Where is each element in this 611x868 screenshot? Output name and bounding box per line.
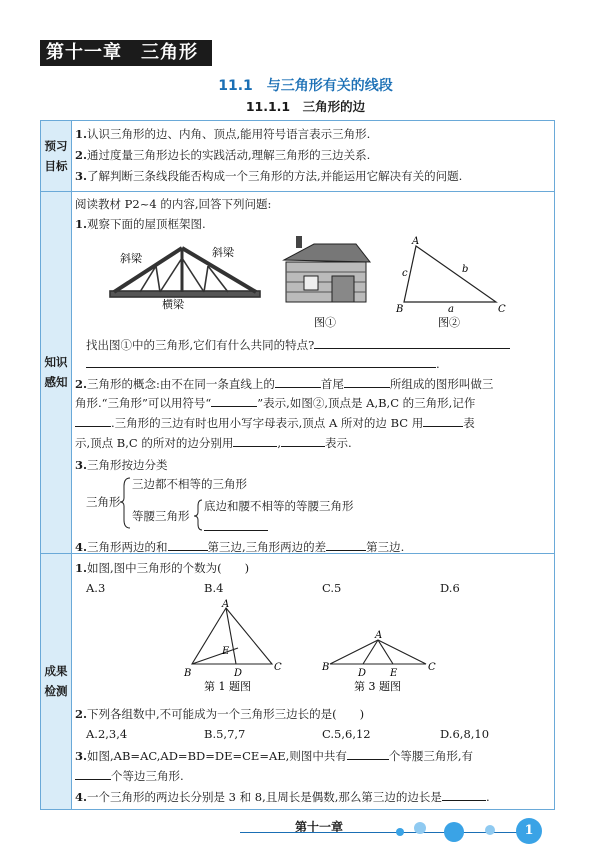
footer-chapter: 第十一章 [295,820,344,834]
result-question-3-line-1: 3.如图,AB=AC,AD=BD=DE=CE=AE,则图中共有 个等腰三角形,有 [75,749,473,763]
fig3-vertex-a: A [375,630,383,641]
question-3: 3.三角形按边分类 [75,458,168,472]
vertex-c: C [498,304,506,315]
fig3-vertex-c: C [428,662,436,673]
classify-root: 三角形 [86,495,121,509]
result-q1-option-c: C.5 [322,581,342,595]
figure-q1-caption: 第 1 题图 [204,680,251,693]
vertex-b: B [396,304,404,315]
section-title: 11.1 与三角形有关的线段 [218,78,393,94]
question-1-answer-line: . [86,355,440,371]
figure-q1 [192,608,272,664]
figure-q3 [330,640,426,664]
result-question-3-line-2: 个等边三角形. [75,767,184,784]
side-label-knowledge: 知识 感知 [41,191,71,553]
classify-leaf-1: 底边和腰不相等的等腰三角形 [204,499,354,513]
fig1-vertex-a: A [222,599,230,610]
classify-branch-1: 三边都不相等的三角形 [132,477,247,491]
question-2-line-2: 角形.“三角形”可以用符号“ ”表示,如图②,顶点是 A,B,C 的三角形,记作 [75,396,476,410]
figure-q3-caption: 第 3 题图 [354,680,401,693]
results-figures [180,598,460,696]
result-q1-option-a: A.3 [86,581,106,595]
truss-label-left: 斜梁 [120,252,142,265]
goal-3: 3.了解判断三条线段能否构成一个三角形的方法,并能运用它解决有关的问题. [75,169,463,183]
question-2-line-3: .三角形的三边有时也用小写字母表示,顶点 A 所对的边 BC 用 表 [75,414,475,431]
triangle-abc-figure [404,246,496,302]
goal-2: 2.通过度量三角形边长的实践活动,理解三角形的三边关系. [75,148,371,162]
result-q2-option-d: D.6,8,10 [440,727,490,741]
classify-branch-2: 等腰三角形 [132,509,190,523]
figure-2-caption: 图② [438,316,460,329]
chapter-title: 第十一章 三角形 [40,40,212,66]
side-c: c [402,268,408,279]
question-1-find: 找出图①中的三角形,它们有什么共同的特点? [86,336,510,353]
page-number: 1 [516,818,542,844]
fig1-vertex-d: D [234,668,243,679]
house-illustration [284,236,370,302]
truss-label-right: 斜梁 [212,246,234,259]
side-label-preview: 预习 目标 [41,121,71,191]
fig1-vertex-e: E [222,646,230,657]
side-b: b [462,264,469,275]
result-question-4: 4.一个三角形的两边长分别是 3 和 8,且周长是偶数,那么第三边的边长是 . [75,790,490,804]
side-label-results: 成果 检测 [41,553,71,809]
classify-leaf-2-blank [204,518,268,534]
figure-1-caption: 图① [314,316,336,329]
result-q1-option-d: D.6 [440,581,460,595]
fig1-vertex-c: C [274,662,282,673]
fig3-vertex-d: D [358,668,367,679]
result-q2-option-a: A.2,3,4 [86,727,128,741]
side-a: a [448,304,454,315]
result-question-2: 2.下列各组数中,不可能成为一个三角形三边长的是( ) [75,707,365,721]
figures-row [100,236,520,330]
goal-1: 1.认识三角形的边、内角、顶点,能用符号语言表示三角形. [75,127,371,141]
footer-decoration [380,816,520,846]
question-1: 1.观察下面的屋顶框架图. [75,217,206,231]
result-q2-option-c: C.5,6,12 [322,727,371,741]
fig1-vertex-b: B [184,668,192,679]
subsection-title: 11.1.1 三角形的边 [245,99,366,114]
result-question-1: 1.如图,图中三角形的个数为( ) [75,561,250,575]
fig3-vertex-e: E [390,668,398,679]
question-4: 4.三角形两边的和 第三边,三角形两边的差 第三边. [75,540,405,554]
truss-label-bottom: 横梁 [162,298,184,311]
reading-intro: 阅读教材 P2~4 的内容,回答下列问题: [75,197,272,211]
question-2-line-4: 示,顶点 B,C 的所对的边分别用 , 表示. [75,436,352,450]
result-q2-option-b: B.5,7,7 [204,727,246,741]
result-q1-option-b: B.4 [204,581,224,595]
vertex-a: A [412,236,420,247]
question-2-line-1: 2.三角形的概念:由不在同一条直线上的 首尾 所组成的图形叫做三 [75,377,494,391]
fig3-vertex-b: B [322,662,330,673]
